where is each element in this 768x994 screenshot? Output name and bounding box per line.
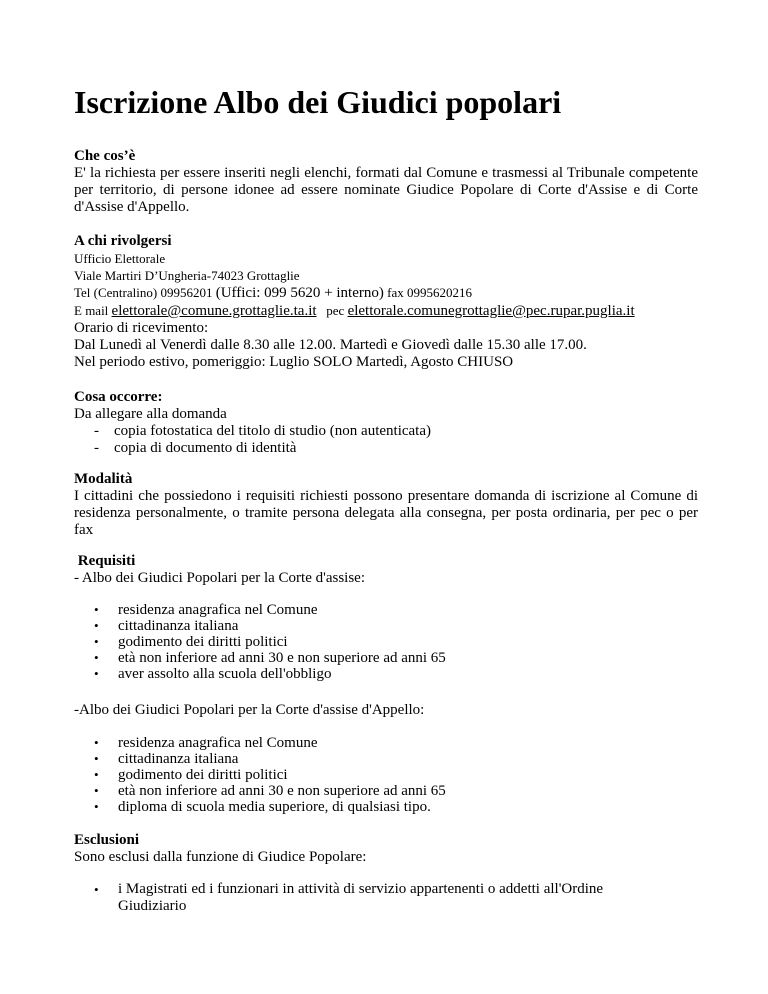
section-esclusioni [74, 832, 698, 866]
requisiti-assise-label: - Albo dei Giudici Popolari per la Corte d'assise: [74, 570, 365, 586]
phone-centralino: Tel (Centralino) 09956201 [74, 285, 216, 300]
bullet-marker: • [94, 735, 99, 750]
dash-marker: - [94, 423, 99, 439]
section-heading-esclusioni: Esclusioni [74, 832, 140, 848]
office-address: Viale Martiri D’Ungheria-74023 Grottaglie [74, 268, 300, 283]
list-item: • aver assolto alla scuola dell'obbligo [94, 666, 332, 682]
bullet-marker: • [94, 602, 99, 617]
bullet-marker: • [94, 799, 99, 814]
bullet-marker: • [94, 767, 99, 782]
modalita-text: I cittadini che possiedono i requisiti richiesti possono presentare domanda di iscrizione al Comune di residenza personalmente, o tramite persona delegata alla consegna, per posta ordinaria, per pec o per fax [74, 488, 698, 538]
requisiti-assise-list [74, 602, 698, 682]
esclusioni-intro: Sono esclusi dalla funzione di Giudice Popolare: [74, 849, 367, 865]
section-heading-modalita: Modalità [74, 471, 133, 487]
cosa-e-text: E' la richiesta per essere inseriti negli elenchi, formati dal Comune e trasmessi al Tribunale competente per territorio, di persone idonee ad essere nominate Giudice Popolare di Corte d'Assise e di Corte d'Assise d'Appello. [74, 165, 698, 215]
section-contatti [74, 233, 698, 371]
section-heading-contatti: A chi rivolgersi [74, 233, 172, 249]
email-line [74, 302, 698, 320]
office-name: Ufficio Elettorale [74, 251, 166, 266]
bullet-marker: • [94, 882, 99, 897]
dash-marker: - [94, 440, 99, 456]
email-link[interactable]: elettorale@comune.grottaglie.ta.it [111, 303, 317, 319]
list-item: - copia di documento di identità [94, 440, 297, 456]
list-item: • diploma di scuola media superiore, di qualsiasi tipo. [94, 799, 431, 815]
list-item: • godimento dei diritti politici [94, 767, 288, 783]
list-item: - copia fotostatica del titolo di studio (non autenticata) [94, 423, 431, 439]
requisiti-appello-list [74, 735, 698, 815]
section-cosa-e [74, 148, 698, 216]
section-modalita [74, 471, 698, 539]
fax-number: fax 0995620216 [383, 285, 472, 300]
occorre-intro: Da allegare alla domanda [74, 406, 227, 422]
list-item: • età non inferiore ad anni 30 e non superiore ad anni 65 [94, 783, 446, 799]
bullet-marker: • [94, 634, 99, 649]
list-item: • cittadinanza italiana [94, 618, 239, 634]
bullet-marker: • [94, 618, 99, 633]
bullet-marker: • [94, 666, 99, 681]
section-heading-cosa-e: Che cos’è [74, 148, 136, 164]
phone-uffici: (Uffici: 099 5620 + interno) [215, 285, 384, 301]
list-item: • età non inferiore ad anni 30 e non superiore ad anni 65 [94, 650, 446, 666]
orario-label: Orario di ricevimento: [74, 320, 209, 336]
phone-line [74, 284, 698, 302]
list-item: • godimento dei diritti politici [94, 634, 288, 650]
page-title: Iscrizione Albo dei Giudici popolari [74, 84, 562, 120]
list-item: • residenza anagrafica nel Comune [94, 735, 318, 751]
section-occorre [74, 389, 698, 457]
pec-link[interactable]: elettorale.comunegrottaglie@pec.rupar.puglia.it [347, 303, 635, 319]
bullet-marker: • [94, 783, 99, 798]
orario-text: Dal Lunedì al Venerdì dalle 8.30 alle 12.00. Martedì e Giovedì dalle 15.30 alle 17.00. [74, 337, 587, 353]
requisiti-appello-label-block [74, 702, 698, 719]
section-heading-requisiti: Requisiti [74, 553, 136, 569]
esclusioni-list [74, 881, 634, 915]
email-prefix: E mail [74, 303, 112, 318]
requisiti-appello-label: -Albo dei Giudici Popolari per la Corte d'assise d'Appello: [74, 702, 425, 718]
section-requisiti [74, 553, 698, 587]
list-item: • residenza anagrafica nel Comune [94, 602, 318, 618]
list-item: • cittadinanza italiana [94, 751, 239, 767]
bullet-marker: • [94, 751, 99, 766]
section-heading-occorre: Cosa occorre: [74, 389, 163, 405]
occorre-list [74, 423, 698, 457]
list-item: • i Magistrati ed i funzionari in attività di servizio appartenenti o addetti all'Ordine Giudiziario [94, 881, 604, 914]
bullet-marker: • [94, 650, 99, 665]
pec-prefix: pec [316, 303, 348, 318]
orario-estivo: Nel periodo estivo, pomeriggio: Luglio SOLO Martedì, Agosto CHIUSO [74, 354, 514, 370]
